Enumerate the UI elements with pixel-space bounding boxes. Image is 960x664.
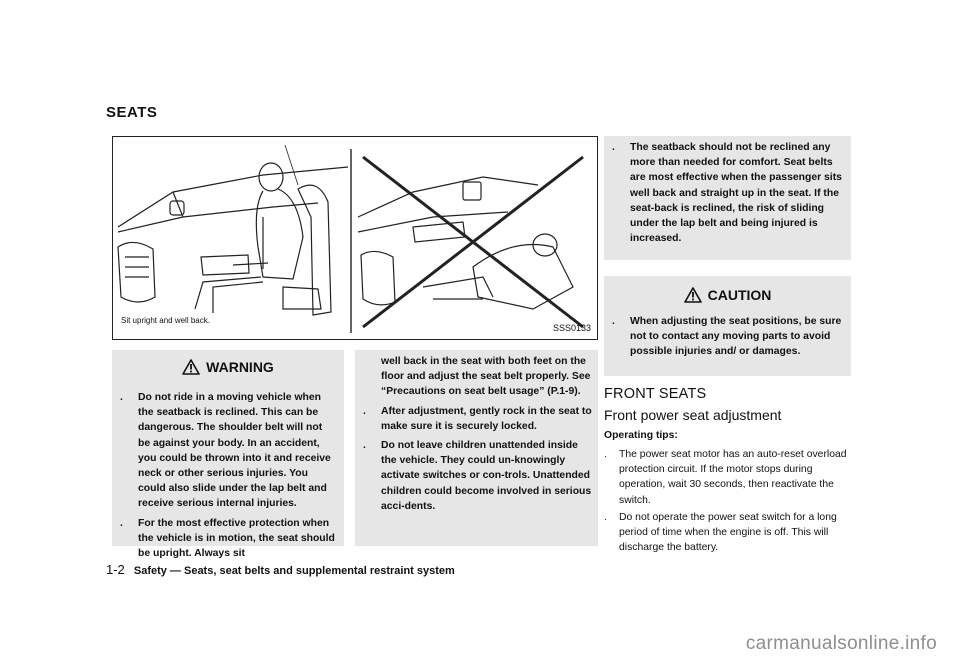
- seat-illustration: [113, 137, 599, 341]
- bullet-dot: .: [612, 142, 615, 153]
- warning-item-text: Do not ride in a moving vehicle when the seatback is reclined. This can be dangerous. The shoulder belt will not be against your body. In an accident, you could be thrown into it and receive neck or other serious injuries. You could also slide under the lap belt and receive serious internal injuries.: [138, 392, 331, 510]
- warning-item: [604, 140, 845, 246]
- tip-text: The power seat motor has an auto-reset overload protection circuit. If the motor stops during operation, wait 30 seconds, then reactivate the switch.: [619, 449, 847, 506]
- warning-item-text: For the most effective protection when the vehicle is in motion, the seat should be upright. Always sit: [138, 517, 335, 560]
- bullet-dot: .: [120, 392, 123, 403]
- page-number: 1-2: [106, 562, 125, 577]
- caution-box: [604, 276, 851, 376]
- warning-title: WARNING: [206, 359, 274, 375]
- bullet-dot: .: [604, 511, 607, 523]
- warning-item: [355, 438, 594, 514]
- front-power-seat-subheading: Front power seat adjustment: [604, 407, 782, 423]
- warning-triangle-icon: [684, 287, 702, 303]
- figure-caption: Sit upright and well back.: [121, 316, 210, 325]
- caution-item: [604, 314, 845, 360]
- operating-tips-list: [604, 447, 851, 555]
- warning-box-continued-col3: [604, 136, 851, 260]
- tip-item: [604, 447, 851, 508]
- operating-tips-label: Operating tips:: [604, 430, 678, 441]
- bullet-dot: .: [363, 440, 366, 452]
- warning-item: [112, 516, 336, 560]
- warning-item-continuation: well back in the seat with both feet on the floor and adjust the seat belt properly. See “Precautions on seat belt usage” (P.1-9).: [381, 356, 591, 398]
- front-seats-heading: FRONT SEATS: [604, 386, 707, 402]
- warning-item: [355, 404, 594, 434]
- tip-item: [604, 510, 851, 556]
- tip-text: Do not operate the power seat switch for a long period of time when the engine is off. This will discharge the battery.: [619, 511, 837, 554]
- caution-title: CAUTION: [707, 287, 772, 303]
- warning-item-text: The seatback should not be reclined any more than needed for comfort. Seat belts are most effective when the passenger sits well back and straight up in the seat. If the seat-back is reclined, the risk of sliding under the lap belt and being injured is increased.: [630, 142, 842, 245]
- caution-header: [604, 276, 851, 314]
- warning-item-text: After adjustment, gently rock in the seat to make sure it is securely locked.: [381, 405, 592, 432]
- page-footer: [106, 562, 455, 577]
- seat-position-figure: [112, 136, 598, 340]
- bullet-dot: .: [604, 449, 607, 460]
- warning-box-continued: [355, 350, 598, 546]
- bullet-dot: .: [363, 405, 366, 417]
- warning-triangle-icon: [182, 359, 200, 375]
- warning-item-text: Do not leave children unattended inside the vehicle. They could un-knowingly activate switches or con-trols. Unattended children could become involved in serious acci-dents.: [381, 440, 592, 512]
- bullet-dot: .: [612, 316, 615, 327]
- watermark: carmanualsonline.info: [745, 633, 937, 654]
- warning-header: [112, 350, 344, 384]
- warning-box: [112, 350, 344, 560]
- figure-code: SSS0133: [552, 323, 591, 333]
- caution-item-text: When adjusting the seat positions, be sure not to contact any moving parts to avoid possible injuries and/ or damages.: [630, 316, 842, 358]
- chapter-title: Safety — Seats, seat belts and supplemental restraint system: [133, 565, 455, 577]
- section-title: SEATS: [106, 104, 158, 121]
- warning-item: [112, 390, 336, 512]
- bullet-dot: .: [120, 517, 123, 529]
